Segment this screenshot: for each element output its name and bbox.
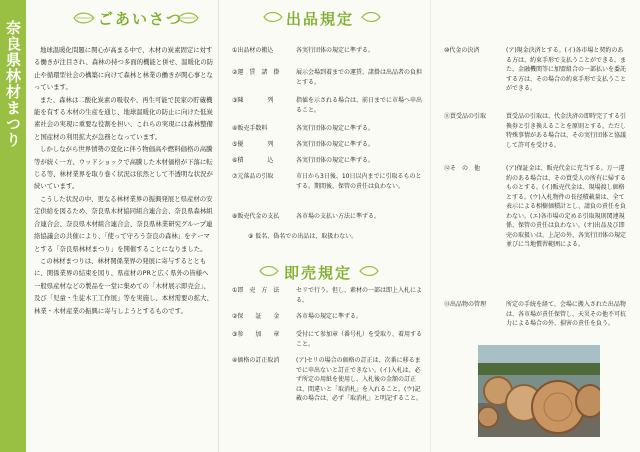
exhibit-title: 出品規定 (286, 10, 355, 28)
sale-item (232, 330, 428, 352)
exhibit-item-label: ⑪買受品の引取 (444, 113, 487, 120)
sidebar (0, 0, 26, 452)
exhibit-item-label: ①出品材の搬込 (232, 47, 274, 54)
exhibit-item (232, 68, 428, 90)
sale-item-label: ①即 売 方 法 (232, 287, 280, 294)
sale-item-label: ③参 加 章 (232, 331, 280, 338)
greeting-paragraph: 地球温暖化問題に関心が高まる中で、木材の炭素固定に対する働きが注目され、森林の持つ多面的機能と併せ、温暖化の防止や循環型社会の構築に向けて森林と林業の働きが関心事となっています。 (34, 46, 214, 92)
exhibit-item-text: 各実行団体の規定に準ずる。 (296, 141, 375, 148)
exhibit-item-text: 各実行団体の規定に準ずる。 (296, 47, 375, 54)
exhibit-item-label: ⑤優 列 (232, 141, 274, 148)
exhibit-item-label: ④販売手数料 (232, 125, 268, 132)
sale-item-label: ④価格の訂正取消 (232, 357, 280, 364)
sale-title: 即売規定 (284, 264, 353, 282)
greeting-body (34, 44, 214, 317)
greeting-paragraph: こうした状況の中、更なる林材業界の振興発展と県産材の安定供給を図るため、奈良県木材協同組合連合会、奈良県森林組合連合会、奈良県木材組合連合会、奈良県林業研究グループ連絡協議会の共催により、「使って守ろう奈良の森林」をテーマとする「奈良県林材まつり」を開催することになりました。 (34, 194, 213, 253)
exhibit-item (232, 156, 428, 168)
leaf-ornament-left-icon (72, 10, 96, 26)
exhibit-item-text: 市日から3日後、10日以内までに引取るものとする。期間後、保管の責任は負わない。 (296, 173, 422, 190)
leaf-ornament-right-icon (176, 10, 200, 26)
sale-item (232, 286, 428, 308)
sale-item (232, 312, 428, 324)
exhibit-item-text: (ア)現金決済とする。(イ)各市場と契約のある方は、約束手形で支払うことができる。また、金融機関等に加盟組合の一部払いを委託する方は、その場合の約束手形で支払うことができる。 (506, 47, 627, 92)
greeting-paragraph: この林材まつりは、林材関係業界の発展に寄与するとともに、関係業界の結束を図り、県産材のPRと広く県外の皆様へ一般県産材などの製品を一堂に集めての「木材展示即売会」、及び「児童・生徒木工工作展」等を実施し、本材需要の拡大、林業・木材産業の振興に寄与しようとするものです。 (34, 256, 213, 315)
greeting-title: ごあいさつ (98, 10, 184, 28)
exhibit-item (232, 212, 428, 224)
sale-item-text: (ア)セリの場合の価格の訂正は、次番に移るまでに申出ないと訂正できない。(イ)入札は、必ず所定の用紙を使用し、入札後の金額の訂正は、間違いと「取消札」を入れること。(ウ)記載の場合は、必ず「取消札」と明記すること。 (296, 357, 423, 402)
exhibit-item (232, 124, 428, 136)
sale-item-text: セリで行う。但し、素材の一部は即上入札による。 (296, 287, 423, 304)
exhibit-item (444, 164, 630, 288)
exhibit-item-label: ⑩代金の決済 (444, 47, 480, 54)
exhibit-item-text: ⑨ 仮名、偽名での出品は、取扱わない。 (248, 233, 358, 240)
leaf-ornament-left-icon (262, 10, 284, 24)
exhibit-item (444, 46, 630, 104)
sale-item-text: 各市場の規定に準ずる。 (296, 313, 363, 320)
exhibit-item (232, 140, 428, 152)
exhibit-item-text: (ア)保証金は、販売代金に充当する。万一違約のある場合は、その買受人の所有に帰するものとする。(イ)販売代金は、現場渡し価格とする。(ウ)入札物件の長径積載量は、全て表示による相樹価積計とし、請負の責任を負わない。(エ)各市場の定める引取規則関連規係、保管の責任は負わない。(オ)出品及び即売の取扱いは、上記の外、各実行団体の規定並びに当地慣習範囲による。 (506, 165, 627, 248)
leaf-ornament-left-icon (258, 264, 280, 278)
fold-line-2 (430, 0, 431, 452)
exhibit-item-text: 各実行団体の規定に準ずる。 (296, 125, 375, 132)
exhibit-item-label: ⑫そ の 他 (444, 165, 481, 172)
exhibit-item-note (248, 232, 428, 244)
leaf-ornament-right-icon (360, 10, 382, 24)
exhibit-item-label: ②運 賃 諸 掛 (232, 69, 280, 76)
exhibit-item-text: 買受品の引取は、代金決済の即時完了する引換券と引き換えることを原則とする。ただし特殊事情がある場合は、その実行団体と協議して許可を受ける。 (506, 113, 627, 149)
exhibit-item-text: 所定の手続を経て、会場に搬入された出品物は、各市場が責任保管し、天災その他不可抗力による場合の外、損害の責任を負う。 (506, 301, 627, 327)
fold-line-1 (218, 0, 219, 452)
greeting-paragraph: また、森林は二酸化炭素の吸収や、再生可能で民家の貯蔵機能を有する木材の生産を通じ、地球温暖化の防止に向けた低炭素社会の実現に重要な役割を担い、これらの実現には森林整備と国産材の利用拡大が急務となっています。 (34, 95, 213, 141)
greeting-paragraph: しかしながら世界情勢の変化に伴う物価高や燃料価格の高騰等が続く一方、ウッドショックで高騰した木材価格が下落に転じる等、林材業界を取り巻く状況は依然として不透明な状況が続いています。 (34, 145, 213, 191)
exhibit-item-label: ⑧販売代金の支払 (232, 213, 280, 220)
exhibit-item (444, 112, 630, 154)
sale-item-text: 受付にて参加章（番号札）を受取り、着用すること。 (296, 331, 423, 348)
exhibit-item-label: ⑦元落品の引取 (232, 173, 274, 180)
exhibit-item-text: 指値を示される場合は、前日までに市場へ申出ること。 (296, 97, 423, 114)
leaf-ornament-right-icon (358, 264, 380, 278)
exhibit-item-text: 各実行団体の規定に準ずる。 (296, 157, 375, 164)
exhibit-item (232, 172, 428, 204)
exhibit-item (232, 46, 428, 58)
exhibit-item-label: ⑥積 込 (232, 157, 274, 164)
exhibit-item (444, 300, 630, 340)
exhibit-item-label: ③陳 列 (232, 97, 274, 104)
sale-item (232, 356, 428, 436)
exhibit-item-text: 展示会場到着までの運賃、諸掛は出品者の負担とする。 (296, 69, 423, 86)
sale-item-label: ②保 証 金 (232, 313, 280, 320)
exhibit-item-label: ⑬出品物の管理 (444, 301, 487, 308)
exhibit-item-text: 各市場の支払い方法に準ずる。 (296, 213, 381, 220)
timber-logs-photo (478, 345, 600, 437)
exhibit-item (232, 96, 428, 118)
sidebar-title: 奈良県林材まつり (4, 20, 22, 148)
